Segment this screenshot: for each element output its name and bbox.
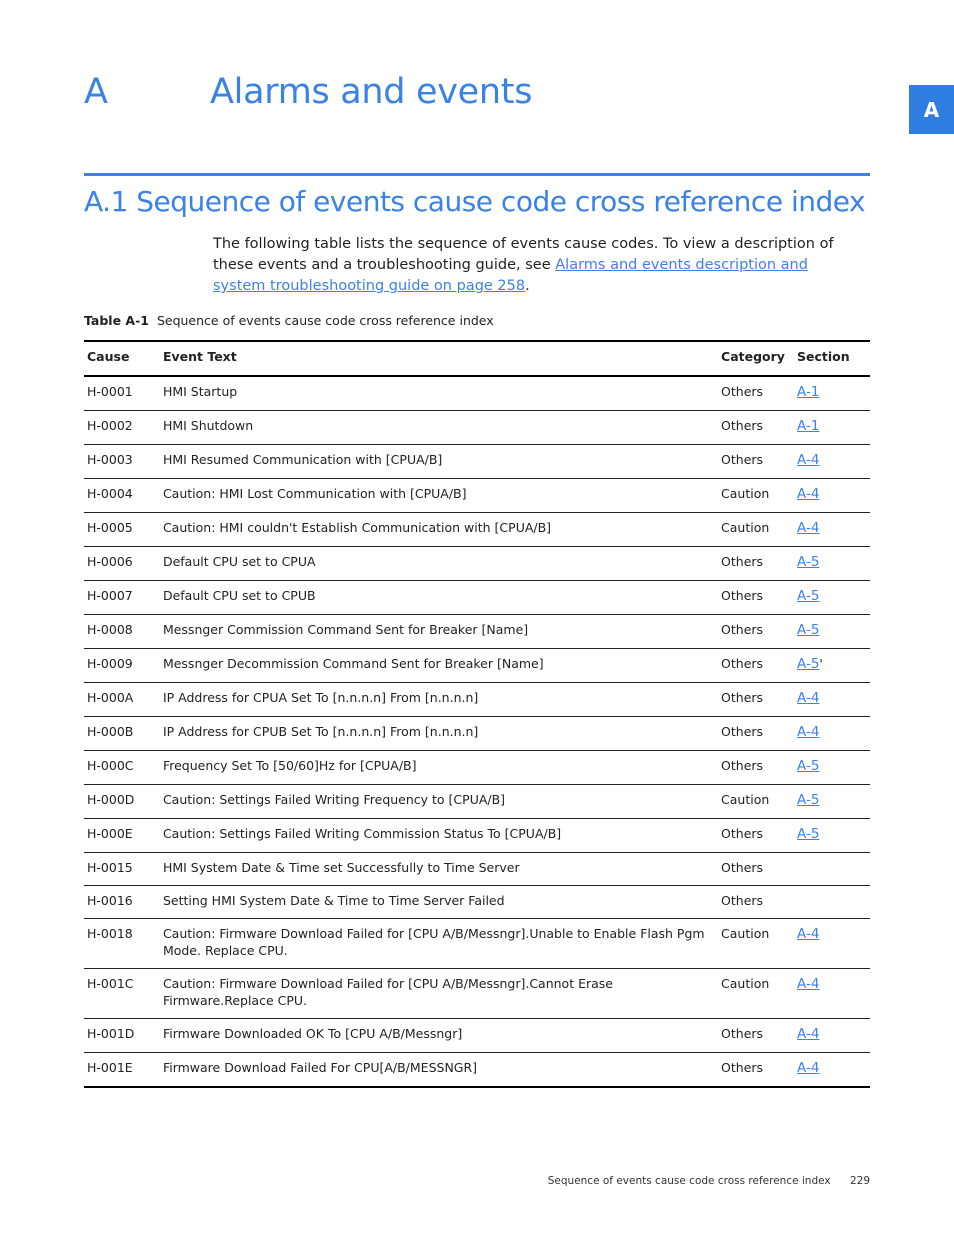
table-row [84,376,870,411]
section-cell [794,1019,870,1053]
cause-code-cell: H-000A [84,683,160,717]
section-cell [794,853,870,886]
event-text-cell: Caution: Settings Failed Writing Frequency to [CPUA/B] [160,785,718,819]
category-cell: Caution [718,969,794,1019]
section-cell [794,615,870,649]
cause-code-cell: H-0003 [84,445,160,479]
section-link[interactable]: A-4 [797,520,820,536]
table-row [84,547,870,581]
section-link[interactable]: A-5 [797,826,820,842]
cause-code-cell: H-000C [84,751,160,785]
table-row [84,615,870,649]
cause-code-cell: H-001E [84,1053,160,1088]
section-link[interactable]: A-4 [797,690,820,706]
section-link[interactable]: A-5 [797,554,820,570]
category-cell: Others [718,1019,794,1053]
section-link[interactable]: A-5 [797,588,820,604]
event-text-cell: IP Address for CPUB Set To [n.n.n.n] From [n.n.n.n] [160,717,718,751]
section-link[interactable]: A-4 [797,926,820,942]
section-cell [794,819,870,853]
table-row [84,683,870,717]
section-link[interactable]: A-4 [797,724,820,740]
section-suffix: ' [819,656,823,671]
category-cell: Others [718,1053,794,1088]
intro-text: The following table lists the sequence of events cause codes. To view a description of these events and a troubleshooting guide, see [213,236,834,273]
cause-code-cell: H-0016 [84,886,160,919]
category-cell: Others [718,445,794,479]
section-link[interactable]: A-4 [797,1026,820,1042]
category-cell: Others [718,649,794,683]
event-text-cell: Setting HMI System Date & Time to Time Server Failed [160,886,718,919]
section-cell [794,717,870,751]
event-text-cell: Default CPU set to CPUB [160,581,718,615]
section-link[interactable]: A-4 [797,452,820,468]
table-row [84,819,870,853]
table-caption-label: Table A-1 [84,313,149,328]
section-cell [794,683,870,717]
header-event-text: Event Text [160,341,718,376]
event-text-cell: Default CPU set to CPUA [160,547,718,581]
section-title: A.1 Sequence of events cause code cross reference index [84,185,866,218]
section-cell [794,513,870,547]
cause-code-cell: H-000D [84,785,160,819]
section-cell [794,1053,870,1088]
cause-code-cell: H-001C [84,969,160,1019]
table-caption [84,313,494,328]
section-link[interactable]: A-4 [797,976,820,992]
section-link[interactable]: A-5 [797,622,820,638]
event-text-cell: HMI System Date & Time set Successfully to Time Server [160,853,718,886]
header-category: Category [718,341,794,376]
table-row [84,717,870,751]
header-cause: Cause [84,341,160,376]
category-cell: Others [718,376,794,411]
section-cell [794,376,870,411]
category-cell: Others [718,819,794,853]
event-text-cell: Firmware Download Failed For CPU[A/B/MESSNGR] [160,1053,718,1088]
intro-paragraph [213,234,853,297]
cause-code-cell: H-0004 [84,479,160,513]
category-cell: Others [718,581,794,615]
section-cell [794,886,870,919]
category-cell: Others [718,411,794,445]
section-link[interactable]: A-1 [797,418,820,434]
cause-code-cell: H-0006 [84,547,160,581]
section-link[interactable]: A-5 [797,792,820,808]
table-row [84,649,870,683]
chapter-title: Alarms and events [210,72,533,112]
cause-code-cell: H-0005 [84,513,160,547]
table-row [84,969,870,1019]
section-link[interactable]: A-4 [797,486,820,502]
cause-code-cell: H-0007 [84,581,160,615]
table-row [84,411,870,445]
table-row [84,919,870,969]
chapter-tab[interactable]: A [909,85,954,134]
table-body [84,376,870,1087]
cause-code-cell: H-0009 [84,649,160,683]
event-text-cell: Caution: Firmware Download Failed for [CPU A/B/Messngr].Cannot Erase Firmware.Replace CPU. [160,969,718,1019]
category-cell: Others [718,886,794,919]
section-link[interactable]: A-4 [797,1060,820,1076]
table-row [84,479,870,513]
event-text-cell: IP Address for CPUA Set To [n.n.n.n] From [n.n.n.n] [160,683,718,717]
table-row [84,886,870,919]
event-text-cell: HMI Resumed Communication with [CPUA/B] [160,445,718,479]
section-cell [794,919,870,969]
chapter-letter: A [84,72,108,112]
section-cell [794,411,870,445]
cause-code-cell: H-000E [84,819,160,853]
category-cell: Caution [718,785,794,819]
table-row [84,751,870,785]
table-caption-text: Sequence of events cause code cross reference index [156,313,494,328]
category-cell: Others [718,683,794,717]
event-text-cell: Caution: HMI couldn't Establish Communication with [CPUA/B] [160,513,718,547]
section-cell [794,751,870,785]
category-cell: Others [718,717,794,751]
event-text-cell: HMI Startup [160,376,718,411]
table-row [84,1019,870,1053]
event-text-cell: Firmware Downloaded OK To [CPU A/B/Messngr] [160,1019,718,1053]
intro-text-end: . [525,278,530,294]
table-row [84,785,870,819]
section-cell [794,581,870,615]
category-cell: Caution [718,479,794,513]
section-cell [794,785,870,819]
category-cell: Caution [718,919,794,969]
event-text-cell: Caution: Settings Failed Writing Commission Status To [CPUA/B] [160,819,718,853]
cause-code-cell: H-000B [84,717,160,751]
section-cell [794,649,870,683]
section-link[interactable]: A-5 [797,656,820,672]
section-cell [794,445,870,479]
header-section: Section [794,341,870,376]
cause-code-cell: H-001D [84,1019,160,1053]
event-text-cell: Messnger Commission Command Sent for Breaker [Name] [160,615,718,649]
category-cell: Others [718,615,794,649]
event-text-cell: Caution: HMI Lost Communication with [CPUA/B] [160,479,718,513]
category-cell: Caution [718,513,794,547]
event-text-cell: HMI Shutdown [160,411,718,445]
section-link[interactable]: A-5 [797,758,820,774]
section-cell [794,969,870,1019]
event-text-cell: Frequency Set To [50/60]Hz for [CPUA/B] [160,751,718,785]
table-row [84,581,870,615]
section-link[interactable]: A-1 [797,384,820,400]
page-footer [548,1175,870,1187]
page-number: 229 [849,1175,870,1187]
table-row [84,513,870,547]
event-text-cell: Caution: Firmware Download Failed for [CPU A/B/Messngr].Unable to Enable Flash Pgm Mode. Replace CPU. [160,919,718,969]
table-row [84,1053,870,1088]
section-cell [794,479,870,513]
cause-code-cell: H-0001 [84,376,160,411]
cause-code-table [84,340,870,1088]
category-cell: Others [718,751,794,785]
cause-code-cell: H-0018 [84,919,160,969]
cause-code-cell: H-0015 [84,853,160,886]
event-text-cell: Messnger Decommission Command Sent for Breaker [Name] [160,649,718,683]
cause-code-cell: H-0002 [84,411,160,445]
table-row [84,853,870,886]
table-header-row [84,341,870,376]
section-cell [794,547,870,581]
table-row [84,445,870,479]
section-divider [84,173,870,176]
cause-code-cell: H-0008 [84,615,160,649]
footer-section-title: Sequence of events cause code cross reference index [547,1175,831,1187]
category-cell: Others [718,547,794,581]
category-cell: Others [718,853,794,886]
troubleshooting-guide-link[interactable]: Alarms and events description and system troubleshooting guide on page 258 [213,257,808,294]
